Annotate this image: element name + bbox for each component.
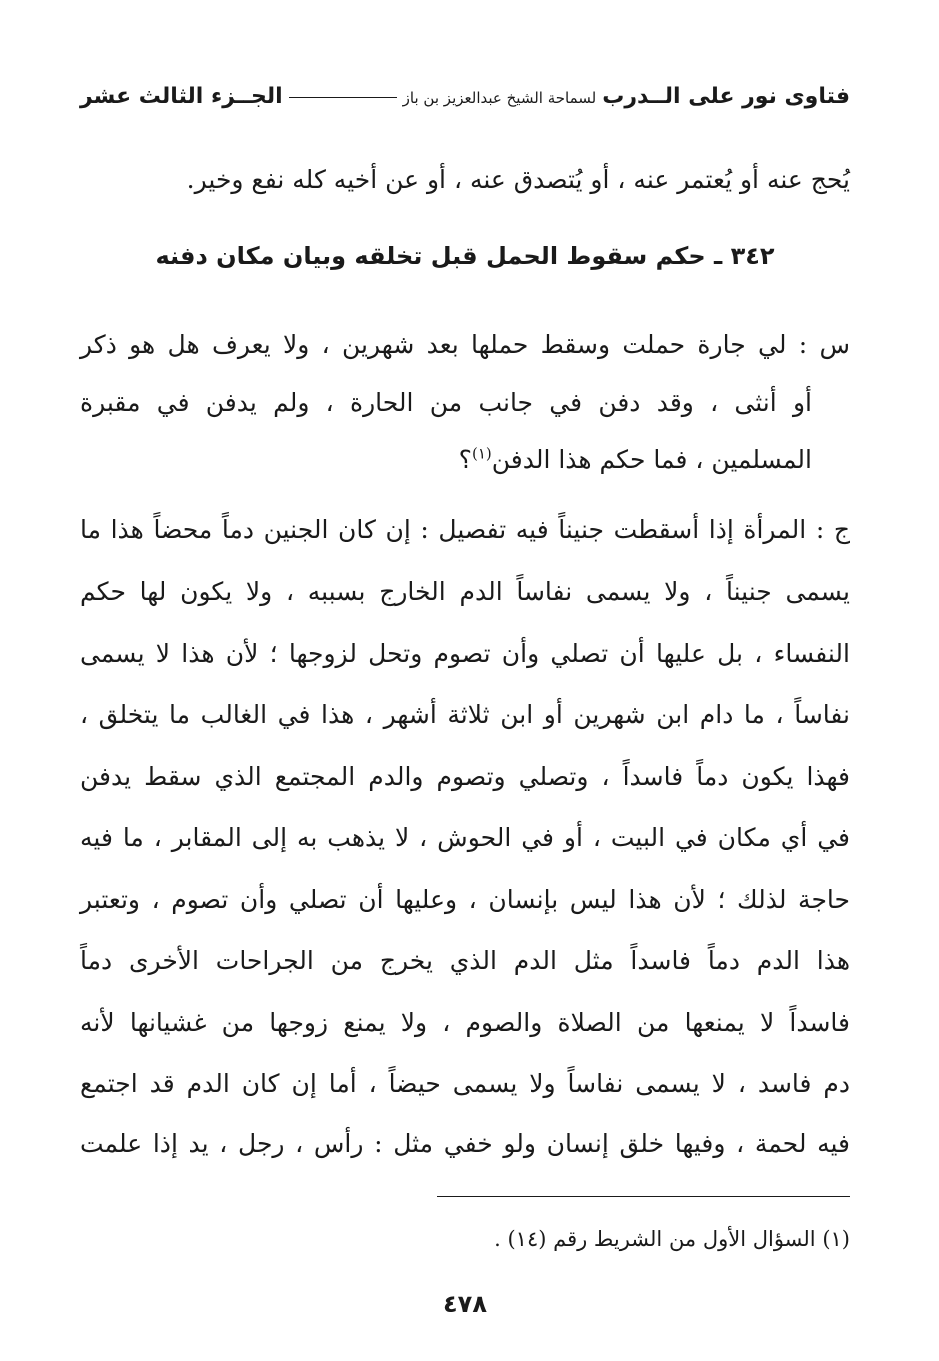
header-author	[289, 89, 597, 107]
footnote-divider	[437, 1196, 850, 1197]
header-author-text: لسماحة الشيخ عبدالعزيز بن باز	[402, 89, 597, 107]
question-line-3	[80, 440, 850, 480]
question-end-mark: ؟	[458, 445, 472, 474]
page-number: ٤٧٨	[443, 1290, 487, 1318]
header-book-title: فتاوى نور على الــدرب	[602, 84, 850, 109]
answer-line-10: دم فاسد ، لا يسمى نفاساً ولا يسمى حيضاً ، أما إن كان الدم قد اجتمع	[80, 1069, 850, 1098]
answer-line-1: ج : المرأة إذا أسقطت جنيناً فيه تفصيل : إن كان الجنين دماً محضاً هذا ما	[80, 515, 850, 544]
answer-line-2: يسمى جنيناً ، ولا يسمى نفاساً الدم الخارج بسببه ، ولا يكون لها حكم	[80, 577, 850, 606]
running-header	[80, 84, 850, 120]
header-rule	[289, 97, 397, 98]
footnote: (١) السؤال الأول من الشريط رقم (١٤) .	[494, 1227, 850, 1251]
answer-line-7: حاجة لذلك ؛ لأن هذا ليس بإنسان ، وعليها أن تصلي وأن تصوم ، وتعتبر	[80, 885, 850, 914]
footnote-reference: (١)	[471, 444, 492, 463]
continuation-line: يُحج عنه أو يُعتمر عنه ، أو يُتصدق عنه ، أو عن أخيه كله نفع وخير.	[186, 165, 850, 194]
answer-line-5: فهذا يكون دماً فاسداً ، وتصلي وتصوم والدم المجتمع الذي سقط يدفن	[80, 762, 850, 791]
answer-line-3: النفساء ، بل عليها أن تصلي وأن تصوم وتحل لزوجها ؛ لأن هذا لا يسمى	[80, 639, 850, 668]
question-line-3-text: المسلمين ، فما حكم هذا الدفن	[491, 445, 812, 474]
question-line-1: س : لي جارة حملت وسقط حملها بعد شهرين ، ولا يعرف هل هو ذكر	[80, 330, 850, 359]
answer-line-6: في أي مكان في البيت ، أو في الحوش ، لا يذهب به إلى المقابر ، ما فيه	[80, 823, 850, 852]
book-page	[80, 0, 850, 1361]
section-heading: ٣٤٢ ـ حكم سقوط الحمل قبل تخلقه وبيان مكان دفنه	[155, 242, 775, 270]
question-line-2: أو أنثى ، وقد دفن في جانب من الحارة ، ولم يدفن في مقبرة	[80, 388, 812, 417]
answer-line-8: هذا الدم دماً فاسداً مثل الدم الذي يخرج من الجراحات الأخرى دماً	[80, 946, 850, 975]
answer-line-11: فيه لحمة ، وفيها خلق إنسان ولو خفي مثل : رأس ، رجل ، يد إذا علمت	[80, 1129, 850, 1158]
header-volume: الجــزء الثالث عشر	[80, 84, 283, 109]
answer-line-4: نفاساً ، ما دام ابن شهرين أو ابن ثلاثة أشهر ، هذا في الغالب ما يتخلق ،	[80, 700, 850, 729]
answer-line-9: فاسداً لا يمنعها من الصلاة والصوم ، ولا يمنع زوجها من غشيانها لأنه	[80, 1008, 850, 1037]
